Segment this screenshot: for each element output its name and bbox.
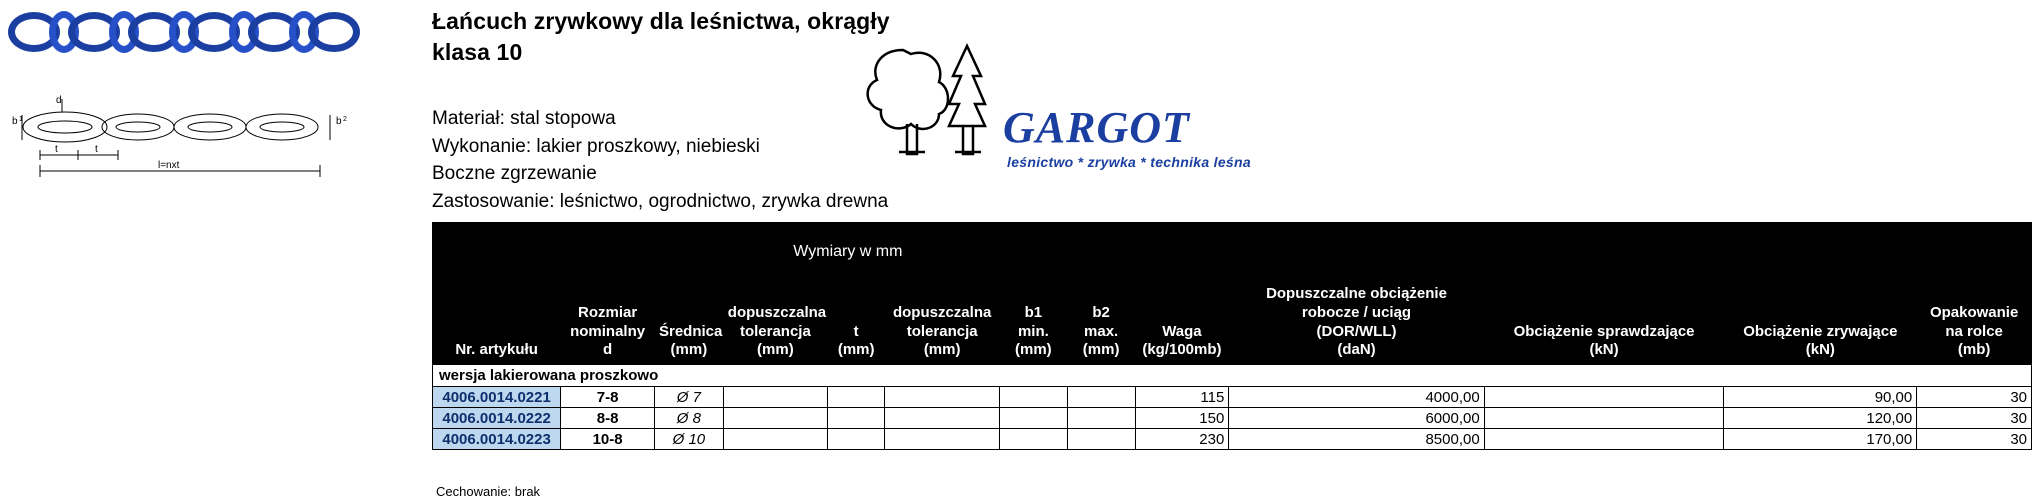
- diagram-label-d: d: [56, 95, 62, 106]
- header-weight: Waga (kg/100mb): [1135, 281, 1229, 365]
- cell-nominal-size: 7-8: [561, 387, 655, 408]
- spec-material: Materiał: stal stopowa: [432, 108, 616, 129]
- cell-t: [828, 387, 885, 408]
- specification-list: [432, 105, 888, 215]
- cell-weight: 230: [1135, 429, 1229, 450]
- cell-nominal-size: 10-8: [561, 429, 655, 450]
- header-b1: b1 min. (mm): [999, 281, 1067, 365]
- cell-article: 4006.0014.0222: [433, 408, 561, 429]
- spec-finish: Wykonanie: lakier proszkowy, niebieski: [432, 135, 760, 157]
- diagram-label-b2: b: [336, 116, 342, 127]
- cell-weight: 115: [1135, 387, 1229, 408]
- company-logo: [855, 30, 1315, 190]
- logo-wordmark: GARGOT: [1003, 103, 1190, 152]
- chain-illustration: [8, 8, 418, 56]
- header-t: t (mm): [828, 281, 885, 365]
- cell-b1: [999, 408, 1067, 429]
- page-title-line1: Łańcuch zrywkowy dla leśnictwa, okrągły: [432, 8, 890, 34]
- cell-nominal-size: 8-8: [561, 408, 655, 429]
- cell-proof-load: [1484, 408, 1724, 429]
- table-band-row: [433, 223, 2032, 281]
- diagram-label-length: l=nxt: [158, 160, 180, 171]
- table-header-row: [433, 281, 2032, 365]
- cell-b1: [999, 387, 1067, 408]
- header-b2: b2 max. (mm): [1067, 281, 1135, 365]
- diagram-label-t2: t: [95, 144, 98, 155]
- specification-table-wrap: [432, 222, 2032, 450]
- header-proof-load: Obciążenie sprawdzające (kN): [1484, 281, 1724, 365]
- cell-b2: [1067, 429, 1135, 450]
- cell-breaking-load: 120,00: [1724, 408, 1917, 429]
- band-dimensions-label: Wymiary w mm: [561, 223, 1135, 281]
- cell-b2: [1067, 408, 1135, 429]
- cell-tolerance-2: [885, 408, 1000, 429]
- cell-breaking-load: 170,00: [1724, 429, 1917, 450]
- header-tolerance-2: dopuszczalna tolerancja (mm): [885, 281, 1000, 365]
- cell-tolerance-1: [723, 387, 827, 408]
- svg-text:1: 1: [19, 116, 23, 123]
- cell-tolerance-1: [723, 408, 827, 429]
- cell-diameter: Ø 8: [655, 408, 724, 429]
- page-title-line2: klasa 10: [432, 39, 523, 66]
- cell-wll: 6000,00: [1229, 408, 1484, 429]
- cell-article: 4006.0014.0221: [433, 387, 561, 408]
- cell-tolerance-1: [723, 429, 827, 450]
- header-nominal-size: Rozmiar nominalny d: [561, 281, 655, 365]
- cell-diameter: Ø 10: [655, 429, 724, 450]
- header-tolerance-1: dopuszczalna tolerancja (mm): [723, 281, 827, 365]
- chain-link-icon: [308, 12, 360, 52]
- tree-logo-icon: [855, 30, 1005, 170]
- cell-proof-load: [1484, 429, 1724, 450]
- band-spacer-right: [1135, 223, 2031, 281]
- specification-table: [432, 222, 2032, 450]
- cell-tolerance-2: [885, 387, 1000, 408]
- cell-b2: [1067, 387, 1135, 408]
- spec-application: Zastosowanie: leśnictwo, ogrodnictwo, zrywka drewna: [432, 190, 889, 212]
- cell-weight: 150: [1135, 408, 1229, 429]
- cell-article: 4006.0014.0223: [433, 429, 561, 450]
- cell-breaking-load: 90,00: [1724, 387, 1917, 408]
- cell-wll: 4000,00: [1229, 387, 1484, 408]
- section-label: wersja lakierowana proszkowo: [433, 365, 2032, 387]
- table-row[interactable]: [433, 408, 2032, 429]
- header-article: Nr. artykułu: [433, 281, 561, 365]
- spec-welding: Boczne zgrzewanie: [432, 163, 597, 185]
- cell-diameter: Ø 7: [655, 387, 724, 408]
- cell-proof-load: [1484, 387, 1724, 408]
- table-section-row: [433, 365, 2032, 387]
- header-packaging: Opakowanie na rolce (mb): [1917, 281, 2032, 365]
- cell-t: [828, 408, 885, 429]
- cell-packaging: 30: [1917, 408, 2032, 429]
- cell-b1: [999, 429, 1067, 450]
- band-spacer-left: [433, 223, 561, 281]
- logo-tagline: leśnictwo * zrywka * technika leśna: [1007, 154, 1251, 170]
- diagram-label-t: t: [55, 144, 58, 155]
- header-wll: Dopuszczalne obciążenie robocze / uciąg (DOR/WLL) (daN): [1229, 281, 1484, 365]
- header-breaking-load: Obciążenie zrywające (kN): [1724, 281, 1917, 365]
- cell-packaging: 30: [1917, 429, 2032, 450]
- cell-t: [828, 429, 885, 450]
- cell-wll: 8500,00: [1229, 429, 1484, 450]
- svg-text:2: 2: [343, 116, 347, 123]
- dimension-diagram: [10, 95, 410, 185]
- cell-packaging: 30: [1917, 387, 2032, 408]
- cell-tolerance-2: [885, 429, 1000, 450]
- table-row[interactable]: [433, 387, 2032, 408]
- header-diameter: Średnica (mm): [655, 281, 724, 365]
- table-footnote: Cechowanie: brak: [436, 484, 541, 499]
- table-row[interactable]: [433, 429, 2032, 450]
- diagram-label-b1: b: [12, 116, 18, 127]
